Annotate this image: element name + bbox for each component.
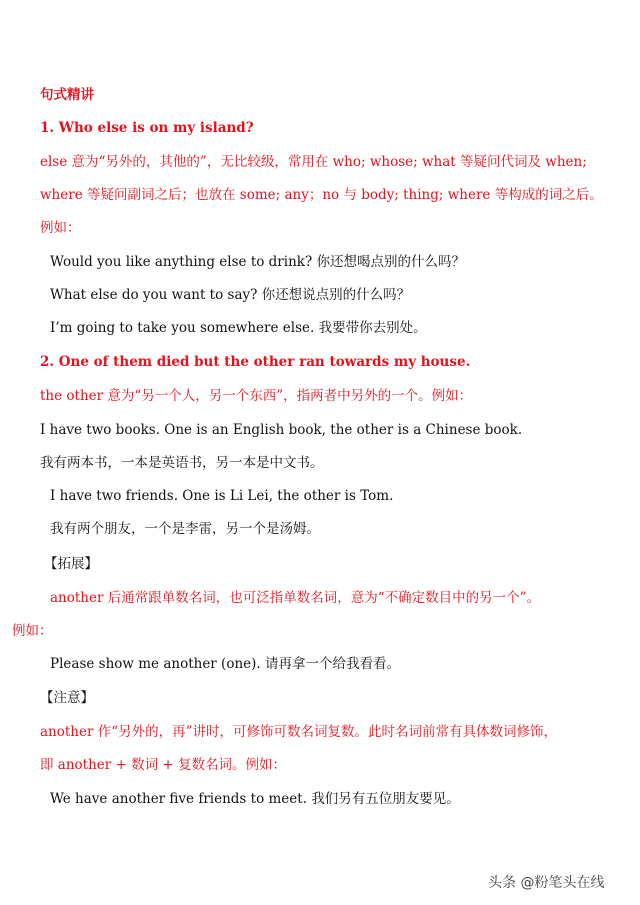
example-label-2: 例如： [12, 623, 53, 639]
example-friends-en: I have two friends. One is Li Lei, the other is Tom. [50, 488, 394, 504]
example-else-2: What else do you want to say? 你还想说点别的什么吗？ [50, 287, 411, 303]
example-another-1: Please show me another (one). 请再拿一个给我看看。 [50, 656, 400, 672]
example-label-1: 例如： [40, 220, 81, 236]
explain-else-2: where 等疑问副词之后；也放在 some; any；no 与 body; thing; where 等构成的词之后。 [40, 187, 603, 203]
example-friends-zh: 我有两个朋友，一个是李雷，另一个是汤姆。 [50, 521, 320, 537]
section-title: 句式精讲 [40, 87, 94, 103]
example-else-1: Would you like anything else to drink? 你还想喝点别的什么吗？ [50, 254, 465, 270]
heading-1: 1. Who else is on my island? [40, 120, 254, 136]
example-else-3: I’m going to take you somewhere else. 我要带你去别处。 [50, 320, 427, 336]
explain-another: another 后通常跟单数名词，也可泛指单数名词，意为“不确定数目中的另一个”。 [50, 590, 541, 606]
extension-label: 【拓展】 [44, 556, 98, 572]
explain-the-other: the other 意为“另一个人，另一个东西”，指两者中另外的一个。例如： [40, 388, 473, 404]
heading-2: 2. One of them died but the other ran towards my house. [40, 354, 471, 370]
example-another-2: We have another five friends to meet. 我们另有五位朋友要见。 [50, 791, 460, 807]
note-line-1: another 作“另外的，再”讲时，可修饰可数名词复数。此时名词前常有具体数词修饰， [40, 724, 558, 740]
note-label: 【注意】 [40, 690, 94, 706]
note-line-2: 即 another + 数词 + 复数名词。例如： [40, 757, 287, 773]
example-books-zh: 我有两本书，一本是英语书，另一本是中文书。 [40, 455, 324, 471]
explain-else-1: else 意为“另外的，其他的”，无比较级，常用在 who; whose; what 等疑问代词及 when; [40, 154, 587, 170]
example-books-en: I have two books. One is an English book, the other is a Chinese book. [40, 422, 523, 438]
source-watermark: 头条 @粉笔头在线 [488, 875, 605, 891]
